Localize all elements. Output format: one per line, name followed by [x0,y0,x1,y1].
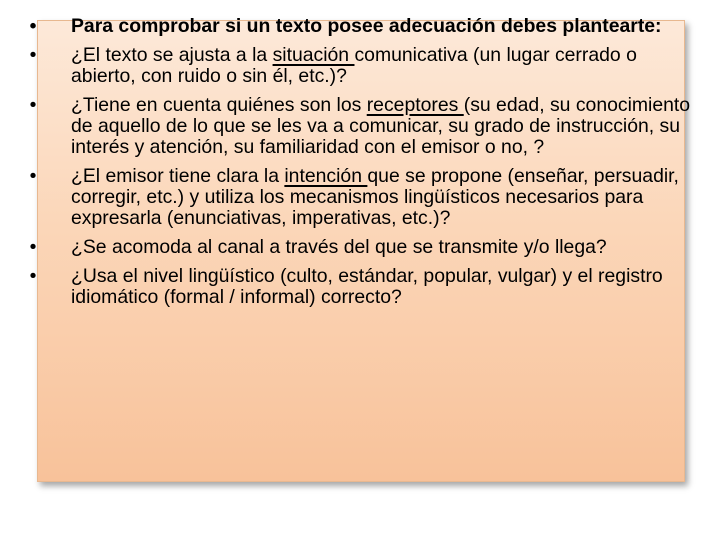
bullet-text: ¿Se acomoda al canal a través del que se transmite y/o llega? [71,236,607,259]
bullet-dot: • [29,236,37,259]
keyword-receptores: receptores [366,93,464,116]
bullet-dot: • [29,165,37,187]
bullet-text: ¿Usa el nivel lingüístico (culto, estándar, popular, vulgar) y el registro idiomático (formal / informal) correcto? [71,265,663,309]
bullet-text: Para comprobar si un texto posee adecuación debes plantearte: [71,15,662,37]
bullet-item-canal [26,237,698,258]
keyword-intencion: intención [284,165,368,187]
bullet-text-pre: ¿Tiene en cuenta quiénes son los [71,93,367,116]
bullet-text-post: comunicativa (un lugar cerrado o abierto, con ruido o sin él, etc.)? [71,43,637,87]
bullet-dot: • [29,43,37,66]
bullet-item-intencion [26,166,698,230]
bullet-text-post: que se propone (enseñar, persuadir, corregir, etc.) y utiliza los mecanismos lingüísticos necesarios para expresarla (enunciativas, imperativas, etc.)? [71,165,679,230]
bullet-dot: • [29,93,37,116]
bullet-item-receptores [26,95,698,159]
bullet-dot: • [29,265,37,287]
bullet-item-nivel [26,266,698,308]
keyword-situacion: situación [272,43,355,66]
bullet-list [26,16,698,316]
bullet-text-post: (su edad, su conocimiento de aquello de lo que se les va a comunicar, su grado de instrucción, su interés y atención, su familiaridad con el emisor o no, ? [71,93,691,159]
bullet-text-pre: ¿El emisor tiene clara la [71,165,285,187]
bullet-text-pre: ¿El texto se ajusta a la [71,43,273,66]
bullet-item-intro [26,16,698,37]
bullet-item-situacion [26,45,698,87]
bullet-dot: • [29,15,37,37]
